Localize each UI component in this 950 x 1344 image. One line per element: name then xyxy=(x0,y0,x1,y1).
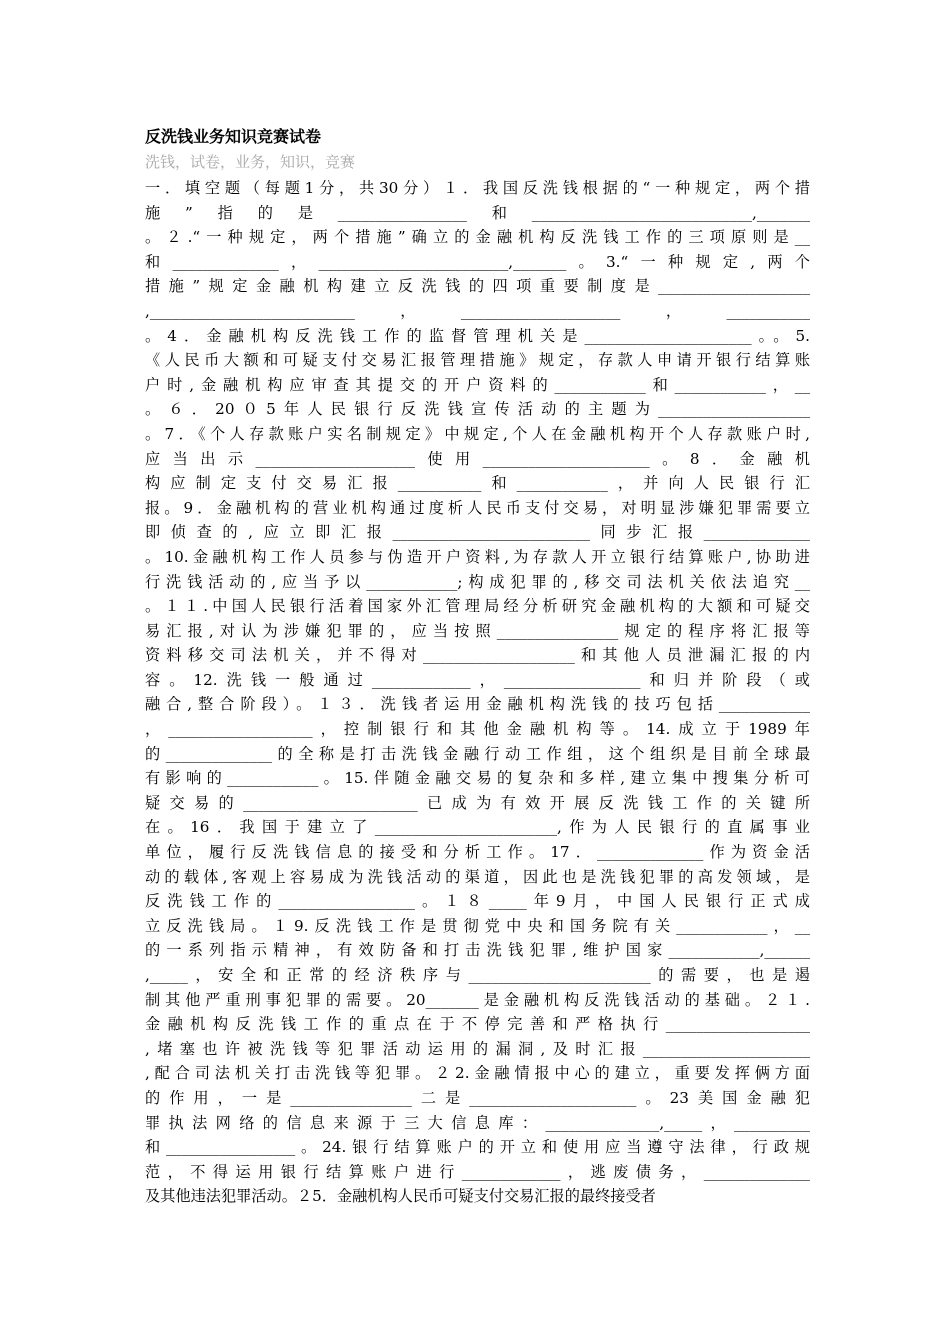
body-text-line: 。２.“一种规定，两个措施”确立的金融机构反洗钱工作的三项原则是__ xyxy=(145,228,810,247)
body-text-line: 《人民币大额和可疑支付交易汇报管理措施》规定，存款人申请开银行结算账 xyxy=(145,351,810,370)
body-text-line: 单位，履行反洗钱信息的接受和分析工作。17．______________作为资金活 xyxy=(145,843,810,862)
body-text-line: 和______________，_________________________,_______。3.“一种规定,两个 xyxy=(145,252,810,271)
body-text-line: 。7．《个人存款账户实名制规定》中规定,个人在金融机构开个人存款账户时, xyxy=(145,424,810,443)
body-text-line: 的______________的全称是打击洗钱金融行动工作组，这个组织是目前全球最 xyxy=(145,744,810,763)
body-text-line: 。６．20０5年人民银行反洗钱宣传活动的主题为____________________ xyxy=(145,400,810,419)
body-text-line: 。10.金融机构工作人员参与伪造开户资料,为存款人开立银行结算账户,协助进 xyxy=(145,547,810,566)
body-text-line: 的作用，一是________________二是______________________。23美国金融犯 xyxy=(145,1088,810,1107)
body-text-line: 一．填空题（每题1分，共30分）１．我国反洗钱根据的“一种规定，两个措 xyxy=(145,179,810,197)
body-text-line: 户时,金融机构应审查其提交的开户资料的____________和____________，__ xyxy=(145,375,810,394)
body-text-line: 融合,整合阶段）。１３．洗钱者运用金融机构洗钱的技巧包括____________ xyxy=(145,695,810,714)
body-text-line: 金融机构反洗钱工作的重点在于不停完善和严格执行___________________ xyxy=(145,1015,810,1034)
body-text-line: ,___________________________，_____________________，___________ xyxy=(145,301,810,320)
body-text-line: 措施”规定金融机构建立反洗钱的四项重要制度是____________________ xyxy=(145,277,810,296)
body-text-line: 在。16．我国于建立了________________________,作为人民银行的直属事业 xyxy=(145,818,810,837)
body-text-line: 立反洗钱局。１9.反洗钱工作是贯彻党中央和国务院有关____________，__ xyxy=(145,916,810,935)
body-text-line: 有影响的____________。15.伴随金融交易的复杂和多样,建立集中搜集分析可 xyxy=(145,769,810,788)
body-text-line: 资料移交司法机关，并不得对____________________和其他人员泄漏汇报的内 xyxy=(145,646,810,665)
body-text-line: ,堵塞也许被洗钱等犯罪活动运用的漏洞,及时汇报______________________ xyxy=(145,1039,810,1058)
body-text-line: 。１１.中国人民银行活着国家外汇管理局经分析研究金融机构的大额和可疑交 xyxy=(145,597,810,616)
body-text-line: ,配合司法机关打击洗钱等犯罪。２2.金融情报中心的建立，重要发挥俩方面 xyxy=(145,1064,810,1083)
body-text-line: ，___________________，控制银行和其他金融机构等。14.成立于1989年 xyxy=(145,720,810,739)
exam-document xyxy=(145,124,810,1209)
body-text-line: ,_____，安全和正常的经济秩序与________________________的需要，也是遏 xyxy=(145,966,810,984)
document-body xyxy=(145,176,810,1209)
body-text-line: 报。9．金融机构的营业机构通过度析人民币支付交易，对明显涉嫌犯罪需要立 xyxy=(145,498,810,517)
document-keywords: 洗钱，试卷，业务，知识，竞赛 xyxy=(145,153,356,171)
body-text-line: 制其他严重刑事犯罪的需要。20_______是金融机构反洗钱活动的基础。２１. xyxy=(145,990,810,1009)
body-text-line: 动的载体,客观上容易成为洗钱活动的渠道，因此也是洗钱犯罪的高发领域，是 xyxy=(145,867,810,886)
body-text-line: 易汇报,对认为涉嫌犯罪的，应当按照________________规定的程序将汇报等 xyxy=(145,621,810,640)
body-text-line: 范，不得运用银行结算账户进行_____________，逃废债务，______________ xyxy=(145,1162,810,1181)
body-text-line: 应当出示_____________________使用______________________。8．金融机 xyxy=(145,449,810,468)
body-text-line: 施”指的是_________________和_____________________________,_______ xyxy=(145,203,810,222)
body-text-line: 及其他违法犯罪活动。２5．金融机构人民币可疑支付交易汇报的最终接受者 xyxy=(145,1187,656,1206)
body-text-line: 疑交易的_______________________已成为有效开展反洗钱工作的关键所 xyxy=(145,793,810,812)
body-text-line: 即侦查的,应立即汇报__________________________同步汇报______________ xyxy=(145,523,810,542)
document-title: 反洗钱业务知识竞赛试卷 xyxy=(145,127,322,146)
body-text-line: 。4．金融机构反洗钱工作的监督管理机关是______________________。。5. xyxy=(145,326,810,345)
body-text-line: 反洗钱工作的__________________。１８_____年9月，中国人民银行正式成 xyxy=(145,892,810,911)
body-text-line: 的一系列指示精神，有效防备和打击洗钱犯罪,维护国家____________,______ xyxy=(145,941,810,960)
body-text-line: 罪执法网络的信息来源于三大信息库：_______________,_____，__________ xyxy=(145,1113,810,1132)
body-text-line: 行洗钱活动的,应当予以____________;构成犯罪的,移交司法机关依法追究__ xyxy=(145,572,810,591)
body-text-line: 构应制定支付交易汇报___________和____________，并向人民银行汇 xyxy=(145,474,810,493)
body-text-line: 和_________________。24.银行结算账户的开立和使用应当遵守法律，行政规 xyxy=(145,1138,810,1157)
body-text-line: 容。12.洗钱一般通过_____________，__________________和归并阶段（或 xyxy=(145,670,810,689)
